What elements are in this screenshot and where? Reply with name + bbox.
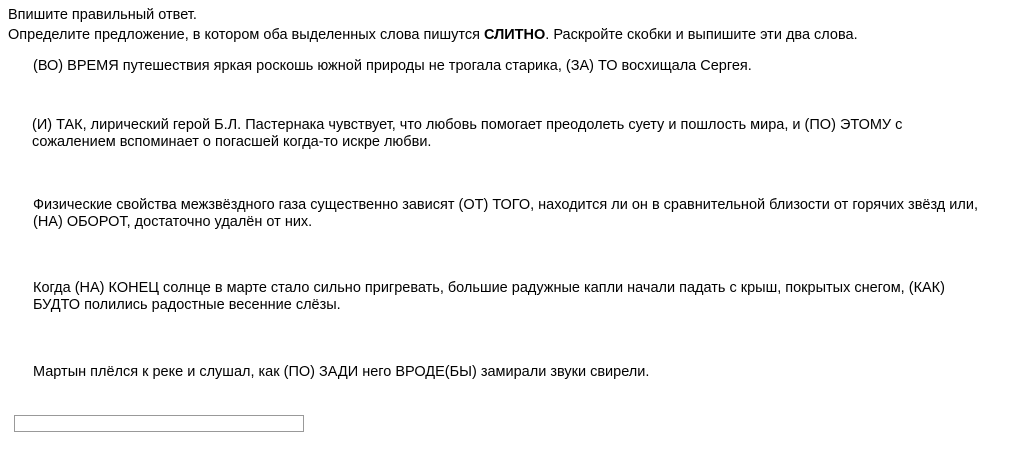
option-item: (И) ТАК, лирический герой Б.Л. Пастернака чувствует, что любовь помогает преодолеть суету и пошлость мира, и (ПО) ЭТОМУ с сожалением вспоминает о погасшей когда-то искре любви. xyxy=(32,117,903,151)
option-item: Мартын плёлся к реке и слушал, как (ПО) ЗАДИ него ВРОДЕ(БЫ) замирали звуки свирели. xyxy=(33,363,650,380)
options-list xyxy=(33,58,988,381)
option-item: (ВО) ВРЕМЯ путешествия яркая роскошь южной природы не трогала старика, (ЗА) ТО восхищала Сергея. xyxy=(33,58,752,74)
prompt-text-after: . Раскройте скобки и выпишите эти два слова. xyxy=(545,27,858,43)
option-item: Когда (НА) КОНЕЦ солнце в марте стало сильно пригревать, большие радужные капли начали падать с крыш, покрытых снегом, (КАК) БУДТО полились радостные весенние слёзы. xyxy=(33,279,945,313)
prompt-text-before: Определите предложение, в котором оба выделенных слова пишутся xyxy=(8,27,484,43)
option-item: Физические свойства межзвёздного газа существенно зависят (ОТ) ТОГО, находится ли он в сравнительной близости от горячих звёзд или, (НА) ОБОРОТ, достаточно удалён от них. xyxy=(33,197,978,231)
prompt-emphasis: СЛИТНО xyxy=(483,27,546,43)
answer-input[interactable] xyxy=(14,415,304,432)
question-prompt xyxy=(8,26,858,46)
instruction-text: Впишите правильный ответ. xyxy=(8,7,197,23)
